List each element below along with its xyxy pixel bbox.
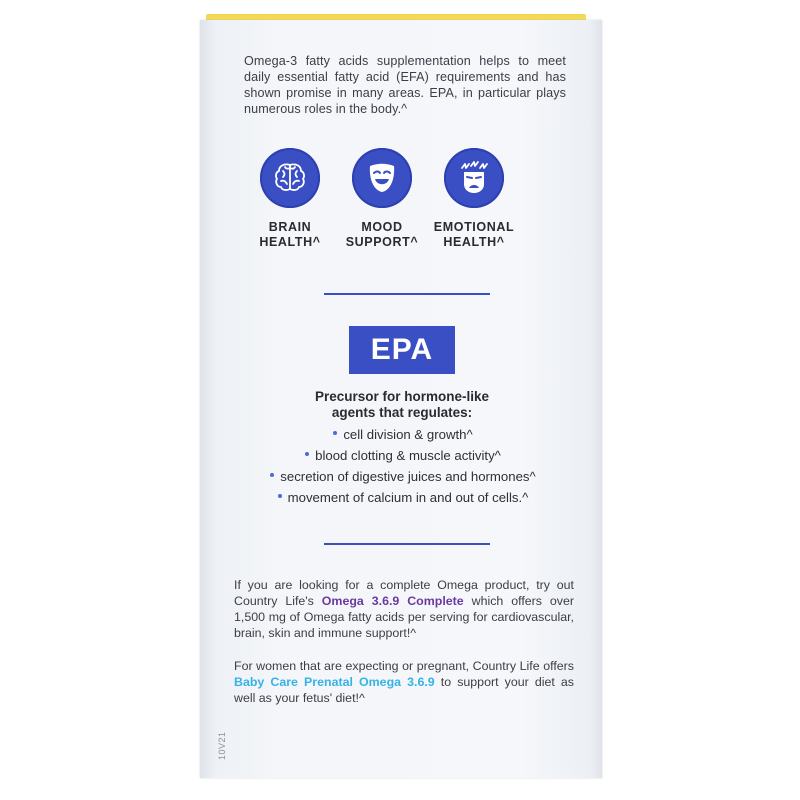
benefit-mood-support bbox=[334, 148, 430, 250]
benefit-icons-row bbox=[259, 148, 552, 278]
stressed-face-icon bbox=[444, 148, 504, 208]
brain-icon bbox=[260, 148, 320, 208]
product-name-omega-complete: Omega 3.6.9 Complete bbox=[321, 594, 464, 608]
epa-heading: EPA bbox=[349, 326, 455, 374]
benefit-label-mood: MOOD SUPPORT^ bbox=[345, 220, 419, 249]
product-name-prenatal-omega: Baby Care Prenatal Omega 3.6.9 bbox=[234, 675, 435, 689]
divider-bottom bbox=[324, 543, 490, 545]
benefit-emotional-health bbox=[426, 148, 522, 250]
prenatal-paragraph: For women that are expecting or pregnant, Country Life offers Baby Care Prenatal Omega 3.6.9 to support your diet as well as your fetus' diet!^ bbox=[234, 659, 574, 705]
bullet-dot-icon bbox=[333, 431, 337, 435]
list-item: blood clotting & muscle activity^ bbox=[230, 445, 576, 466]
list-item: movement of calcium in and out of cells.^ bbox=[230, 487, 576, 508]
benefit-brain-health bbox=[242, 148, 338, 250]
complete-omega-paragraph: If you are looking for a complete Omega product, try out Country Life's Omega 3.6.9 Complete which offers over 1,500 mg of Omega fatty acids per serving for cardiovascular, brain, skin and immune support!^ bbox=[234, 578, 575, 640]
lot-code: 10V21 bbox=[217, 731, 227, 760]
box-side-panel bbox=[200, 20, 602, 778]
divider-top bbox=[324, 293, 490, 295]
list-item: cell division & growth^ bbox=[230, 424, 576, 445]
precursor-text: Precursor for hormone-like agents that regulates: bbox=[314, 389, 490, 420]
epa-benefits-list bbox=[230, 424, 576, 508]
bullet-dot-icon bbox=[270, 473, 274, 477]
list-item: secretion of digestive juices and hormones^ bbox=[230, 466, 576, 487]
intro-paragraph: Omega-3 fatty acids supplementation helps to meet daily essential fatty acid (EFA) requirements and has shown promise in many areas. EPA, in particular plays numerous roles in the body.^ bbox=[244, 54, 566, 116]
benefit-label-emotional: EMOTIONAL HEALTH^ bbox=[433, 220, 515, 249]
happy-mask-icon bbox=[352, 148, 412, 208]
bullet-dot-icon bbox=[305, 452, 309, 456]
benefit-label-brain: BRAIN HEALTH^ bbox=[259, 220, 321, 249]
bullet-dot-icon bbox=[278, 494, 282, 498]
